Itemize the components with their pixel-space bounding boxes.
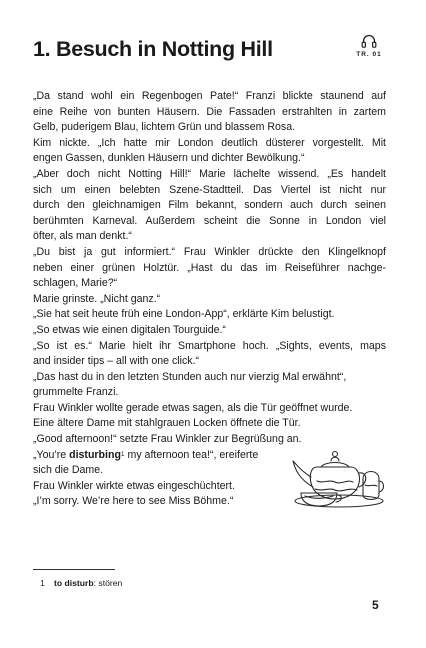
text-line: „Aber doch nicht Notting Hill!“ Marie lächelte wissend. „Es handelt <box>33 167 386 180</box>
text-line: and insider tips – all with one click.“ <box>33 355 200 368</box>
chapter-title: 1. Besuch in Notting Hill <box>33 37 273 61</box>
footnote-marker: 1 <box>120 450 125 458</box>
page-number: 5 <box>372 598 379 612</box>
text-line: Gelb, puderigem Blau, lichtem Grün und blassem Rosa. <box>33 121 296 134</box>
text-line: „So etwas wie einen digitalen Tourguide.“ <box>33 323 226 336</box>
teapot-and-teacup-icon <box>287 441 389 511</box>
track-label: TR. 01 <box>356 51 382 58</box>
text-line: neben einer grünen Holztür. „Hast du das im Reiseführer nachge- <box>33 261 386 274</box>
text-line: Kim nickte. „Ich hatte mir London deutlich düsterer vorgestellt. Mit <box>33 136 386 149</box>
text-line: „So ist es.“ Marie hielt ihr Smartphone hoch. „Sights, events, maps <box>33 339 386 352</box>
footnote-colon: : <box>93 578 99 588</box>
text-line: Marie grinste. „Nicht ganz.“ <box>33 292 161 305</box>
footnote-divider <box>33 569 115 570</box>
text-line: „I’m sorry. We’re here to see Miss Böhme.“ <box>33 495 234 508</box>
text-line: eine Reihe von bunten Häusern. Die Fassaden erstrahlten in zartem <box>33 105 386 118</box>
text-line: öfter, als man denkt.“ <box>33 230 132 243</box>
text-line: sich die Dame. <box>33 464 104 477</box>
text-line: engen Gassen, dunklen Häusern und dichter Bewölkung.“ <box>33 152 305 165</box>
text-line: sich um einen belebten Szene-Stadtteil. Das Viertel ist nicht nur <box>33 183 386 196</box>
audio-track-marker <box>352 34 386 58</box>
footnote <box>40 578 122 588</box>
text-segment: my afternoon tea!“, ereiferte <box>124 448 259 461</box>
footnote-term: to disturb <box>54 578 94 588</box>
text-line: „Du bist ja gut informiert.“ Frau Winkler drückte den Klingelknopf <box>33 245 386 258</box>
text-line: grummelte Franzi. <box>33 386 119 399</box>
text-line: schlagen, Marie?“ <box>33 277 118 290</box>
headphones-icon <box>361 34 377 48</box>
text-line: berühmten Karneval. Außerdem scheint die Sonne in London viel <box>33 214 386 227</box>
text-line: „Sie hat seit heute früh eine London-App“, erklärte Kim belustigt. <box>33 308 335 321</box>
text-line: Frau Winkler wollte gerade etwas sagen, als die Tür geöffnet wurde. <box>33 401 353 414</box>
glossary-term: disturbing <box>69 448 121 461</box>
text-line: „Da stand wohl ein Regenbogen Pate!“ Franzi blickte staunend auf <box>33 90 386 102</box>
text-line: „Das hast du in den letzten Stunden auch nur vierzig Mal erwähnt“, <box>33 370 347 383</box>
footnote-definition: stören <box>98 578 123 588</box>
text-line: „Good afternoon!“ setzte Frau Winkler zur Begrüßung an. <box>33 433 302 446</box>
text-line: Eine ältere Dame mit stahlgrauen Locken öffnete die Tür. <box>33 417 301 430</box>
text-line: Frau Winkler wirkte etwas eingeschüchtert. <box>33 479 235 492</box>
text-line: durch den gleichnamigen Film bekannt, sondern auch durch seinen <box>33 199 386 212</box>
text-segment: „You’re <box>33 448 70 461</box>
footnote-number: 1 <box>40 578 45 588</box>
